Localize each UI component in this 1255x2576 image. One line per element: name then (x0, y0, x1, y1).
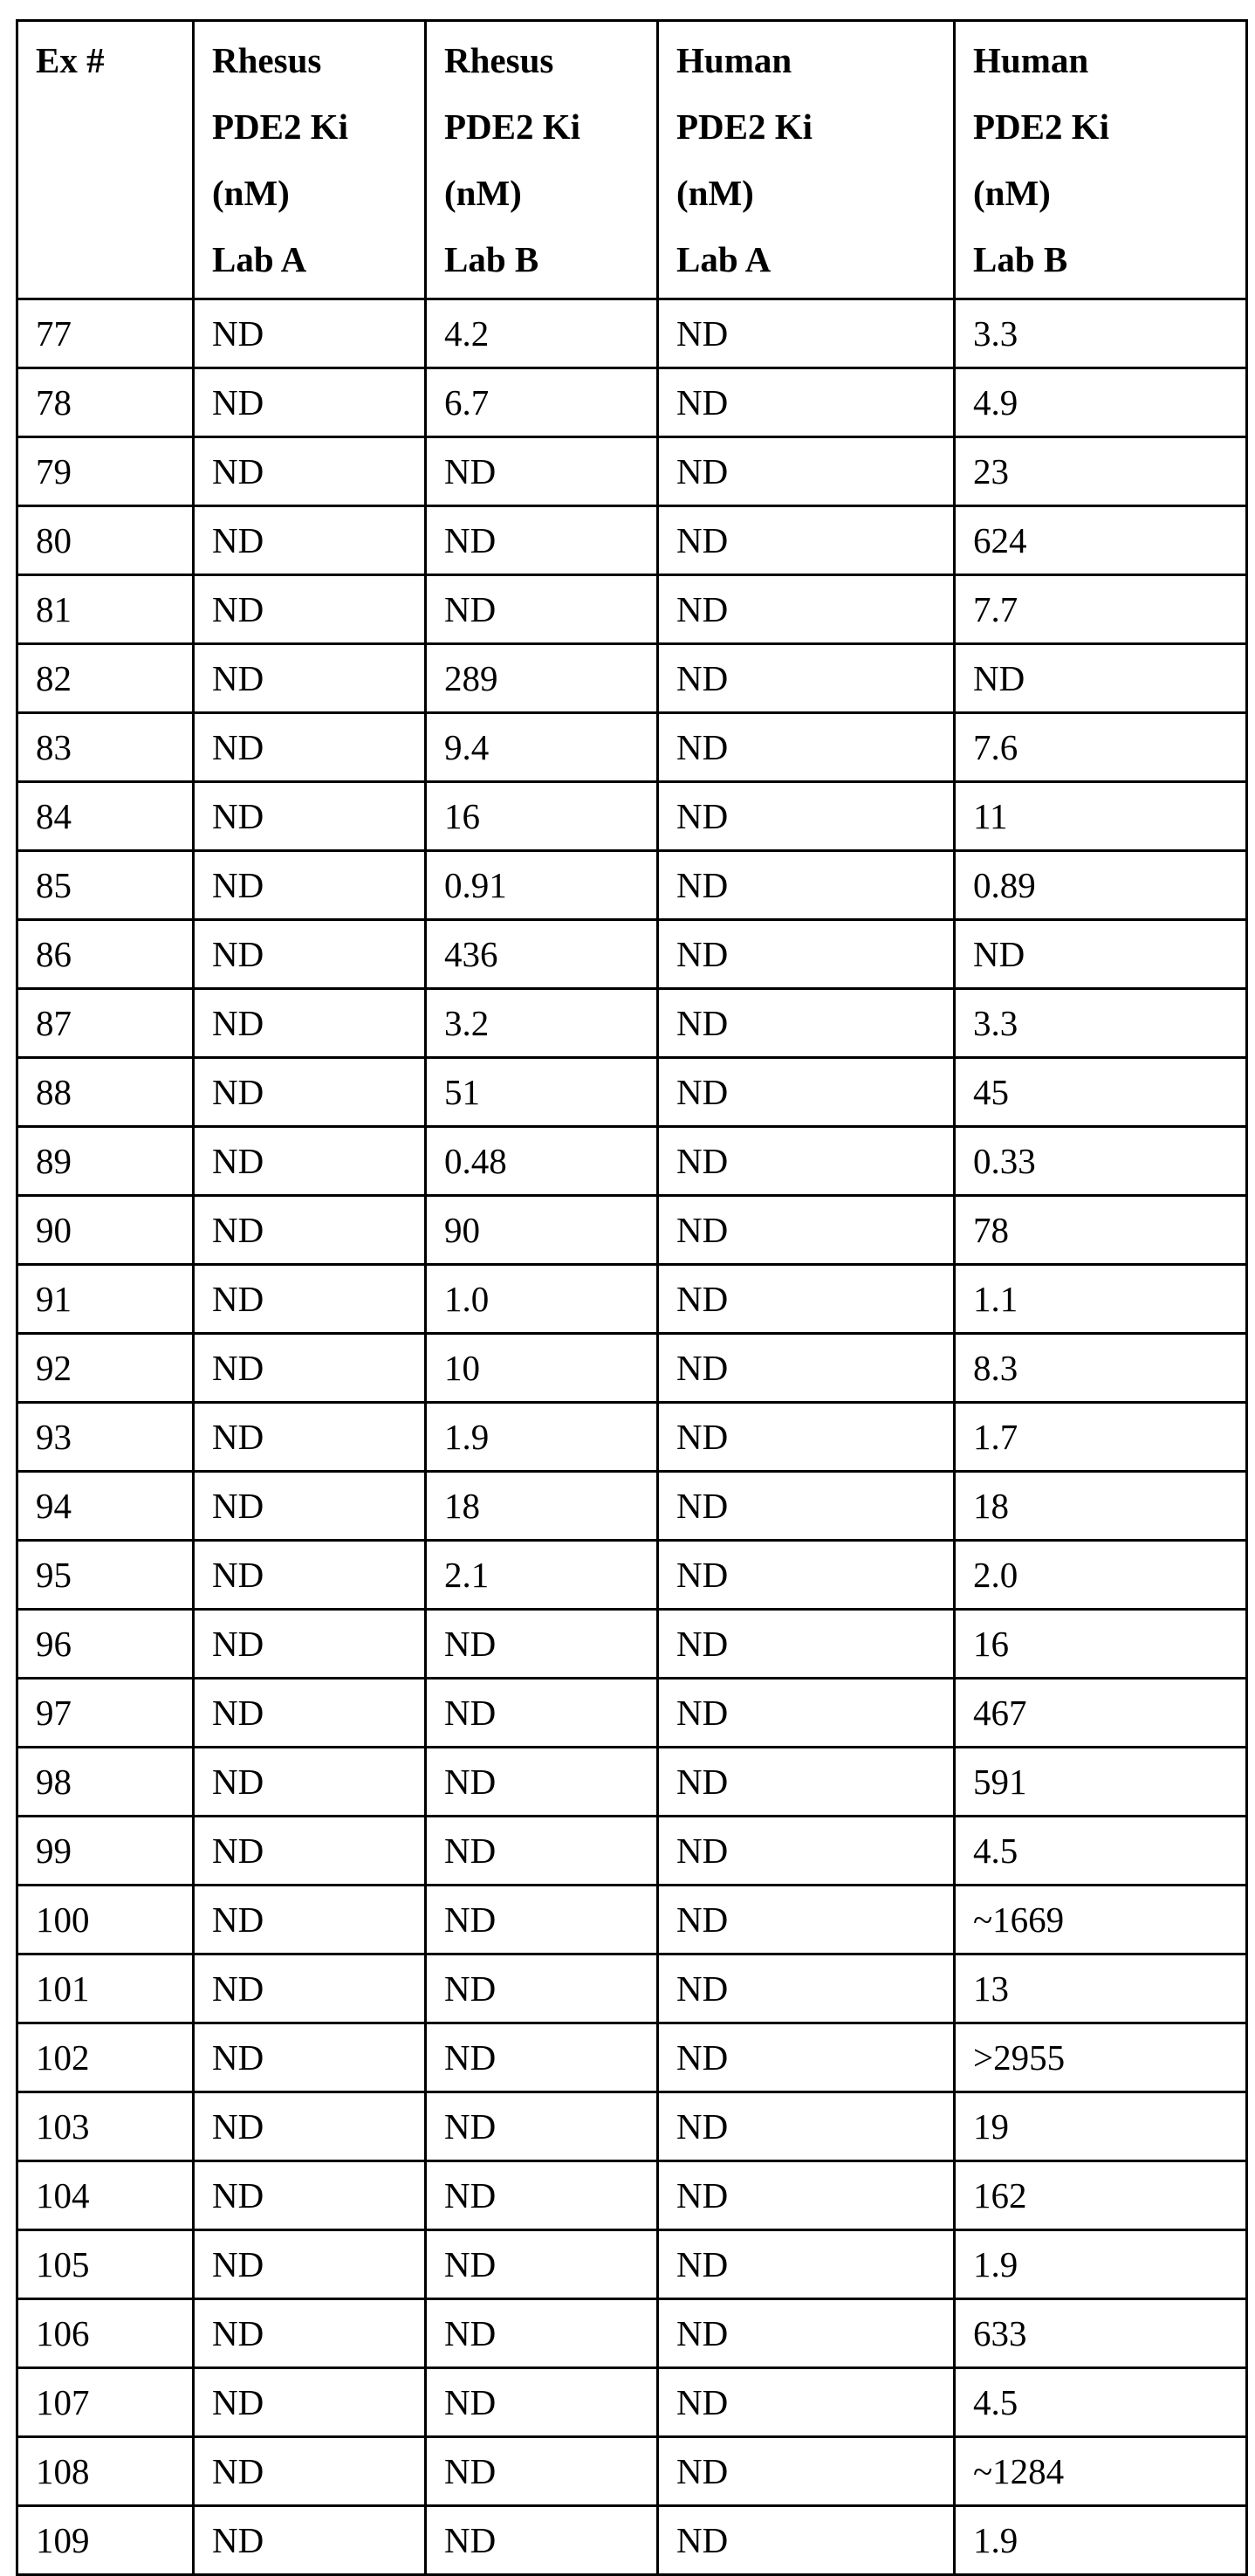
cell-ex-number: 107 (17, 2368, 194, 2437)
cell-human-lab-b: >2955 (955, 2023, 1247, 2092)
cell-rhesus-lab-b: ND (426, 437, 658, 506)
cell-human-lab-b: 633 (955, 2299, 1247, 2368)
cell-human-lab-b: 23 (955, 437, 1247, 506)
column-header-line: (nM) (973, 160, 1245, 226)
table-row (17, 1541, 1247, 1610)
cell-human-lab-a: ND (658, 1817, 955, 1886)
table-row (17, 1265, 1247, 1334)
table-row (17, 1748, 1247, 1817)
cell-rhesus-lab-b: 6.7 (426, 368, 658, 437)
cell-rhesus-lab-a: ND (194, 1954, 426, 2023)
cell-rhesus-lab-b: ND (426, 1610, 658, 1679)
cell-rhesus-lab-a: ND (194, 920, 426, 989)
cell-human-lab-b: ND (955, 920, 1247, 989)
cell-rhesus-lab-a: ND (194, 1403, 426, 1472)
cell-rhesus-lab-a: ND (194, 575, 426, 644)
cell-rhesus-lab-b: ND (426, 1817, 658, 1886)
column-header-line: Rhesus (212, 27, 424, 93)
table-row (17, 782, 1247, 851)
cell-human-lab-a: ND (658, 989, 955, 1058)
column-header-rhesus-lab-b (426, 21, 658, 299)
table-row (17, 644, 1247, 713)
cell-human-lab-b: 2.0 (955, 1541, 1247, 1610)
cell-ex-number: 92 (17, 1334, 194, 1403)
cell-human-lab-a: ND (658, 2023, 955, 2092)
cell-rhesus-lab-b: ND (426, 575, 658, 644)
cell-rhesus-lab-a: ND (194, 782, 426, 851)
cell-rhesus-lab-a: ND (194, 1679, 426, 1748)
cell-human-lab-b: 13 (955, 1954, 1247, 2023)
column-header-line: Ex # (36, 27, 192, 93)
cell-rhesus-lab-a: ND (194, 2023, 426, 2092)
cell-ex-number: 94 (17, 1472, 194, 1541)
table-row (17, 1610, 1247, 1679)
cell-ex-number: 109 (17, 2506, 194, 2575)
cell-rhesus-lab-a: ND (194, 989, 426, 1058)
table-row (17, 713, 1247, 782)
table-row (17, 1886, 1247, 1954)
cell-ex-number: 81 (17, 575, 194, 644)
column-header-line: Rhesus (444, 27, 656, 93)
cell-human-lab-a: ND (658, 2230, 955, 2299)
cell-rhesus-lab-b: 90 (426, 1196, 658, 1265)
cell-human-lab-b: ~1284 (955, 2437, 1247, 2506)
cell-ex-number: 90 (17, 1196, 194, 1265)
cell-rhesus-lab-a: ND (194, 1127, 426, 1196)
cell-human-lab-a: ND (658, 368, 955, 437)
cell-rhesus-lab-a: ND (194, 2368, 426, 2437)
table-row (17, 2092, 1247, 2161)
cell-human-lab-b: 467 (955, 1679, 1247, 1748)
table-row (17, 2230, 1247, 2299)
cell-ex-number: 93 (17, 1403, 194, 1472)
column-header-line: PDE2 Ki (212, 93, 424, 160)
cell-human-lab-a: ND (658, 851, 955, 920)
cell-rhesus-lab-a: ND (194, 2437, 426, 2506)
cell-human-lab-a: ND (658, 1403, 955, 1472)
column-header-line: Lab A (676, 226, 953, 292)
pde2-ki-table (16, 19, 1248, 2576)
cell-human-lab-a: ND (658, 2092, 955, 2161)
cell-human-lab-b: 1.9 (955, 2506, 1247, 2575)
table-row (17, 2023, 1247, 2092)
cell-rhesus-lab-a: ND (194, 1541, 426, 1610)
column-header-rhesus-lab-a (194, 21, 426, 299)
cell-human-lab-a: ND (658, 1886, 955, 1954)
table-row (17, 1679, 1247, 1748)
cell-human-lab-a: ND (658, 2161, 955, 2230)
column-header-line: (nM) (212, 160, 424, 226)
cell-rhesus-lab-b: 1.9 (426, 1403, 658, 1472)
cell-rhesus-lab-a: ND (194, 2230, 426, 2299)
cell-rhesus-lab-b: ND (426, 2299, 658, 2368)
cell-human-lab-b: 0.89 (955, 851, 1247, 920)
column-header-line: Lab A (212, 226, 424, 292)
table-row (17, 1334, 1247, 1403)
cell-rhesus-lab-a: ND (194, 437, 426, 506)
cell-ex-number: 89 (17, 1127, 194, 1196)
cell-rhesus-lab-b: 10 (426, 1334, 658, 1403)
cell-rhesus-lab-b: ND (426, 2368, 658, 2437)
cell-ex-number: 80 (17, 506, 194, 575)
cell-rhesus-lab-a: ND (194, 506, 426, 575)
cell-human-lab-b: 624 (955, 506, 1247, 575)
cell-rhesus-lab-b: 18 (426, 1472, 658, 1541)
table-row (17, 1954, 1247, 2023)
cell-human-lab-a: ND (658, 506, 955, 575)
cell-rhesus-lab-a: ND (194, 368, 426, 437)
cell-ex-number: 88 (17, 1058, 194, 1127)
column-header-line: (nM) (444, 160, 656, 226)
table-row (17, 2368, 1247, 2437)
cell-ex-number: 91 (17, 1265, 194, 1334)
table-row (17, 1196, 1247, 1265)
cell-ex-number: 106 (17, 2299, 194, 2368)
cell-human-lab-b: 4.9 (955, 368, 1247, 437)
cell-rhesus-lab-a: ND (194, 851, 426, 920)
cell-human-lab-b: 0.33 (955, 1127, 1247, 1196)
cell-rhesus-lab-a: ND (194, 1334, 426, 1403)
cell-human-lab-a: ND (658, 1954, 955, 2023)
cell-human-lab-b: 8.3 (955, 1334, 1247, 1403)
cell-human-lab-a: ND (658, 299, 955, 368)
cell-human-lab-a: ND (658, 437, 955, 506)
cell-ex-number: 83 (17, 713, 194, 782)
cell-rhesus-lab-b: ND (426, 506, 658, 575)
cell-ex-number: 84 (17, 782, 194, 851)
cell-rhesus-lab-a: ND (194, 1058, 426, 1127)
cell-rhesus-lab-a: ND (194, 1817, 426, 1886)
cell-human-lab-b: 3.3 (955, 989, 1247, 1058)
table-row (17, 299, 1247, 368)
cell-ex-number: 79 (17, 437, 194, 506)
column-header-line: Human (973, 27, 1245, 93)
column-header-line: PDE2 Ki (676, 93, 953, 160)
cell-human-lab-a: ND (658, 2506, 955, 2575)
cell-ex-number: 101 (17, 1954, 194, 2023)
cell-human-lab-a: ND (658, 1334, 955, 1403)
cell-human-lab-b: 11 (955, 782, 1247, 851)
cell-rhesus-lab-b: ND (426, 2230, 658, 2299)
table-row (17, 851, 1247, 920)
cell-human-lab-b: 7.6 (955, 713, 1247, 782)
cell-ex-number: 82 (17, 644, 194, 713)
cell-rhesus-lab-b: 436 (426, 920, 658, 989)
cell-human-lab-b: ND (955, 644, 1247, 713)
column-header-line: PDE2 Ki (444, 93, 656, 160)
table-row (17, 575, 1247, 644)
cell-rhesus-lab-a: ND (194, 1265, 426, 1334)
cell-human-lab-b: 162 (955, 2161, 1247, 2230)
cell-rhesus-lab-a: ND (194, 713, 426, 782)
cell-rhesus-lab-b: 16 (426, 782, 658, 851)
cell-human-lab-b: 3.3 (955, 299, 1247, 368)
table-row (17, 437, 1247, 506)
cell-rhesus-lab-a: ND (194, 1472, 426, 1541)
cell-human-lab-b: 4.5 (955, 1817, 1247, 1886)
cell-rhesus-lab-a: ND (194, 2092, 426, 2161)
cell-rhesus-lab-b: ND (426, 1748, 658, 1817)
cell-human-lab-a: ND (658, 1748, 955, 1817)
cell-rhesus-lab-b: ND (426, 2092, 658, 2161)
cell-human-lab-a: ND (658, 782, 955, 851)
table-row (17, 1817, 1247, 1886)
column-header-ex-number (17, 21, 194, 299)
cell-rhesus-lab-b: ND (426, 2506, 658, 2575)
cell-human-lab-b: 591 (955, 1748, 1247, 1817)
cell-human-lab-b: 1.7 (955, 1403, 1247, 1472)
cell-rhesus-lab-a: ND (194, 644, 426, 713)
cell-ex-number: 100 (17, 1886, 194, 1954)
cell-ex-number: 102 (17, 2023, 194, 2092)
table-row (17, 368, 1247, 437)
cell-rhesus-lab-b: 0.91 (426, 851, 658, 920)
cell-rhesus-lab-b: 2.1 (426, 1541, 658, 1610)
cell-rhesus-lab-b: 1.0 (426, 1265, 658, 1334)
cell-human-lab-b: 16 (955, 1610, 1247, 1679)
cell-rhesus-lab-a: ND (194, 1886, 426, 1954)
cell-human-lab-b: 1.9 (955, 2230, 1247, 2299)
cell-rhesus-lab-a: ND (194, 1196, 426, 1265)
column-header-line: Lab B (444, 226, 656, 292)
column-header-line: (nM) (676, 160, 953, 226)
table-row (17, 1472, 1247, 1541)
cell-human-lab-b: ~1669 (955, 1886, 1247, 1954)
cell-rhesus-lab-b: 9.4 (426, 713, 658, 782)
cell-ex-number: 95 (17, 1541, 194, 1610)
cell-human-lab-a: ND (658, 1610, 955, 1679)
table-row (17, 1403, 1247, 1472)
table-header-row (17, 21, 1247, 299)
column-header-line: Lab B (973, 226, 1245, 292)
cell-human-lab-a: ND (658, 1472, 955, 1541)
table-row (17, 989, 1247, 1058)
cell-human-lab-b: 78 (955, 1196, 1247, 1265)
cell-rhesus-lab-a: ND (194, 2506, 426, 2575)
cell-rhesus-lab-a: ND (194, 2161, 426, 2230)
cell-rhesus-lab-b: 289 (426, 644, 658, 713)
cell-rhesus-lab-b: ND (426, 2437, 658, 2506)
cell-rhesus-lab-b: ND (426, 1886, 658, 1954)
cell-human-lab-a: ND (658, 920, 955, 989)
cell-human-lab-a: ND (658, 2299, 955, 2368)
column-header-line: PDE2 Ki (973, 93, 1245, 160)
cell-ex-number: 103 (17, 2092, 194, 2161)
column-header-human-lab-a (658, 21, 955, 299)
cell-ex-number: 98 (17, 1748, 194, 1817)
cell-rhesus-lab-b: ND (426, 2161, 658, 2230)
cell-rhesus-lab-b: ND (426, 1679, 658, 1748)
cell-human-lab-a: ND (658, 575, 955, 644)
cell-human-lab-b: 18 (955, 1472, 1247, 1541)
cell-human-lab-b: 7.7 (955, 575, 1247, 644)
cell-rhesus-lab-b: ND (426, 2023, 658, 2092)
cell-human-lab-a: ND (658, 713, 955, 782)
cell-ex-number: 97 (17, 1679, 194, 1748)
cell-rhesus-lab-a: ND (194, 1610, 426, 1679)
cell-ex-number: 99 (17, 1817, 194, 1886)
cell-human-lab-a: ND (658, 2437, 955, 2506)
cell-human-lab-a: ND (658, 1196, 955, 1265)
cell-human-lab-a: ND (658, 1127, 955, 1196)
cell-ex-number: 105 (17, 2230, 194, 2299)
cell-rhesus-lab-a: ND (194, 1748, 426, 1817)
cell-ex-number: 87 (17, 989, 194, 1058)
cell-human-lab-a: ND (658, 1679, 955, 1748)
cell-rhesus-lab-b: ND (426, 1954, 658, 2023)
cell-rhesus-lab-b: 0.48 (426, 1127, 658, 1196)
cell-human-lab-b: 4.5 (955, 2368, 1247, 2437)
cell-ex-number: 96 (17, 1610, 194, 1679)
cell-ex-number: 86 (17, 920, 194, 989)
table-row (17, 1058, 1247, 1127)
cell-human-lab-b: 45 (955, 1058, 1247, 1127)
cell-human-lab-b: 1.1 (955, 1265, 1247, 1334)
cell-rhesus-lab-b: 51 (426, 1058, 658, 1127)
cell-rhesus-lab-b: 4.2 (426, 299, 658, 368)
cell-ex-number: 78 (17, 368, 194, 437)
cell-rhesus-lab-b: 3.2 (426, 989, 658, 1058)
table-row (17, 2161, 1247, 2230)
table-row (17, 2299, 1247, 2368)
column-header-line: Human (676, 27, 953, 93)
table-row (17, 2437, 1247, 2506)
cell-ex-number: 108 (17, 2437, 194, 2506)
table-row (17, 920, 1247, 989)
cell-rhesus-lab-a: ND (194, 299, 426, 368)
cell-ex-number: 85 (17, 851, 194, 920)
cell-human-lab-b: 19 (955, 2092, 1247, 2161)
cell-human-lab-a: ND (658, 2368, 955, 2437)
cell-human-lab-a: ND (658, 644, 955, 713)
table-row (17, 506, 1247, 575)
table-row (17, 1127, 1247, 1196)
cell-human-lab-a: ND (658, 1058, 955, 1127)
column-header-human-lab-b (955, 21, 1247, 299)
table-row (17, 2506, 1247, 2575)
cell-rhesus-lab-a: ND (194, 2299, 426, 2368)
cell-ex-number: 104 (17, 2161, 194, 2230)
cell-human-lab-a: ND (658, 1541, 955, 1610)
cell-human-lab-a: ND (658, 1265, 955, 1334)
cell-ex-number: 77 (17, 299, 194, 368)
